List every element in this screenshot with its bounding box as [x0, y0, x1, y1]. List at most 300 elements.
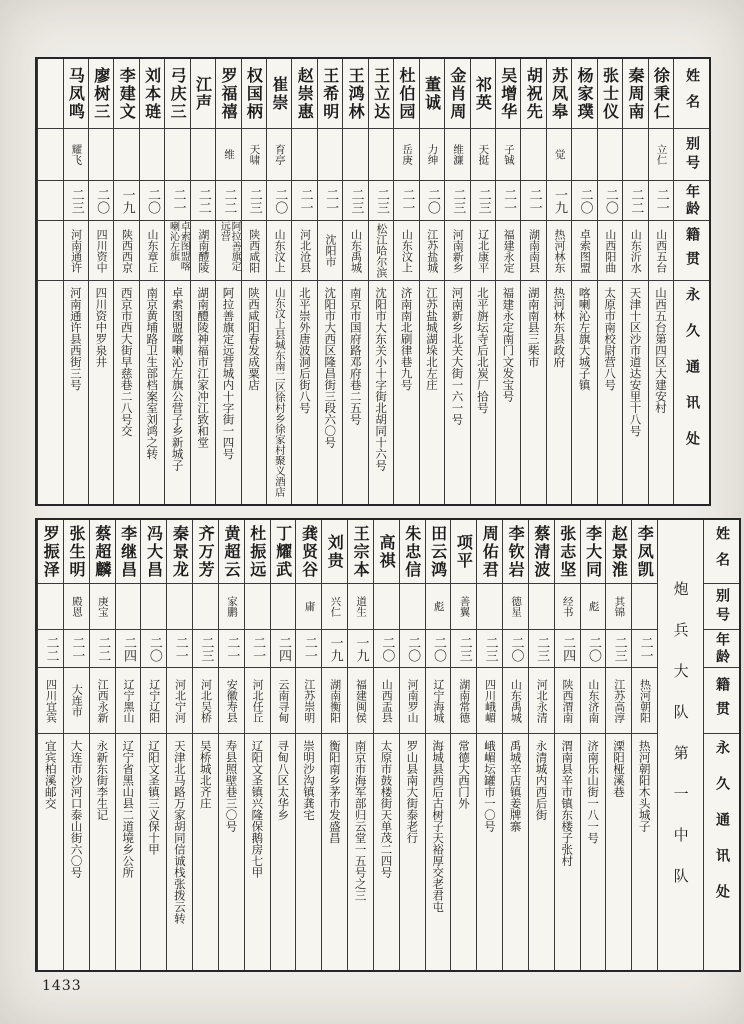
- person-age-cell: [445, 181, 469, 221]
- person-origin: 辽宁黑山: [121, 678, 135, 723]
- person-alias: 经书: [561, 596, 574, 617]
- empty-cell: [38, 129, 62, 181]
- header-alias-label: 别号: [684, 135, 701, 174]
- person-address: 沈阳市大东关小十字街北胡同十六号: [374, 287, 389, 471]
- person-origin: 沈阳市: [324, 234, 338, 267]
- person-column: [317, 59, 342, 504]
- person-name-cell: [193, 520, 218, 584]
- person-age: 二一: [250, 635, 266, 662]
- person-name: 李钦岩: [506, 524, 526, 579]
- person-origin-cell: [140, 221, 164, 281]
- person-age: 二四: [560, 635, 576, 662]
- person-column: [393, 59, 418, 504]
- person-origin: 江苏高淳: [612, 678, 626, 723]
- person-address-cell: [348, 734, 373, 970]
- person-address: 大连市沙河口泰山街六〇号: [69, 740, 84, 878]
- person-origin: 辽北康平: [476, 228, 490, 273]
- person-address: 河南新乡北关大街一六一号: [450, 287, 465, 425]
- person-age-cell: [572, 181, 596, 221]
- person-alias-cell: [581, 584, 606, 630]
- person-origin-cell: [116, 668, 141, 734]
- person-column: [139, 59, 164, 504]
- person-origin-cell: [141, 668, 166, 734]
- person-name: 田云鸿: [428, 524, 448, 579]
- person-origin-cell: [420, 221, 444, 281]
- person-address: 寿县照壁巷三〇号: [224, 740, 239, 832]
- person-alias: 天挺: [477, 144, 490, 165]
- person-origin: 山东汶上: [400, 228, 414, 273]
- person-column: [419, 59, 444, 504]
- person-age-cell: [529, 630, 554, 668]
- person-address: 北平崇外唐波洞后街八号: [297, 287, 312, 414]
- person-age-cell: [374, 630, 399, 668]
- person-age-cell: [471, 181, 495, 221]
- person-origin-cell: [193, 668, 218, 734]
- person-column: [88, 59, 113, 504]
- person-address-cell: [141, 734, 166, 970]
- header-name-label: 姓名: [714, 525, 731, 578]
- person-origin-cell: [471, 221, 495, 281]
- person-address: 辽宁省黑山县二道境乡公所: [121, 740, 136, 878]
- person-address-cell: [114, 281, 138, 504]
- person-name: 赵崇惠: [295, 66, 315, 121]
- person-age-cell: [296, 630, 321, 668]
- person-age-cell: [547, 181, 571, 221]
- person-age-cell: [606, 630, 631, 668]
- person-column: [164, 59, 189, 504]
- person-origin-cell: [114, 221, 138, 281]
- person-address: 衡阳南乡茅市发盛昌: [327, 740, 342, 844]
- person-origin-cell: [400, 668, 425, 734]
- person-name-cell: [64, 520, 89, 584]
- person-alias: 天啸: [248, 144, 261, 165]
- person-origin-cell: [581, 668, 606, 734]
- person-address-cell: [581, 734, 606, 970]
- page-number: 1433: [42, 978, 82, 994]
- person-alias-cell: [572, 129, 596, 181]
- person-name-cell: [267, 59, 291, 129]
- person-name: 王鸿林: [346, 66, 366, 121]
- person-address-cell: [400, 734, 425, 970]
- person-alias-cell: [167, 584, 192, 630]
- person-alias-cell: [116, 584, 141, 630]
- top-table-header-column: [673, 59, 709, 504]
- person-column: [244, 520, 270, 970]
- person-alias-cell: [400, 584, 425, 630]
- person-alias-cell: [292, 129, 316, 181]
- person-name: 胡祝先: [524, 66, 544, 121]
- person-name-cell: [296, 520, 321, 584]
- person-alias: 觉: [553, 149, 566, 160]
- person-name-cell: [445, 59, 469, 129]
- person-column: [215, 59, 240, 504]
- person-origin-cell: [369, 221, 393, 281]
- person-alias: 家鹏: [226, 596, 238, 617]
- person-column: [347, 520, 373, 970]
- person-name-cell: [242, 59, 266, 129]
- person-age: 二〇: [405, 635, 421, 662]
- person-origin: 卓索图盟喀喇沁左旗: [167, 221, 190, 271]
- person-address: 溧阳桠溪巷: [611, 740, 626, 798]
- person-age-cell: [90, 630, 115, 668]
- person-address-cell: [267, 281, 291, 504]
- person-address-cell: [420, 281, 444, 504]
- person-age-cell: [191, 181, 215, 221]
- person-alias-cell: [426, 584, 451, 630]
- person-age-cell: [400, 630, 425, 668]
- person-name: 张志坚: [557, 524, 577, 579]
- person-age: 二〇: [577, 187, 593, 214]
- person-age-cell: [64, 630, 89, 668]
- person-age: 二一: [323, 187, 339, 214]
- person-column: [241, 59, 266, 504]
- person-name: 徐秉仁: [651, 66, 671, 121]
- person-name: 蔡清波: [531, 524, 551, 579]
- header-name-label: 姓名: [684, 67, 701, 120]
- person-alias-cell: [555, 584, 580, 630]
- person-alias-cell: [445, 129, 469, 181]
- person-name-cell: [426, 520, 451, 584]
- person-origin-cell: [90, 668, 115, 734]
- person-name-cell: [632, 520, 657, 584]
- person-address: 南京市国府路邓府巷二五号: [348, 287, 363, 425]
- person-origin: 云南寻甸: [276, 678, 290, 723]
- person-name: 赵景淮: [609, 524, 629, 579]
- person-address: 济南乐山街一八一号: [586, 740, 601, 844]
- person-origin: 辽宁海城: [431, 678, 445, 723]
- header-address-label: 永久通讯处: [684, 287, 701, 467]
- person-address: 阿拉善旗定远营城内十字街一四号: [221, 287, 236, 460]
- person-age: 一九: [327, 635, 343, 662]
- person-origin: 四川资中: [95, 228, 109, 273]
- person-origin: 福建永定: [502, 228, 516, 273]
- person-address-cell: [64, 281, 88, 504]
- person-alias-cell: [348, 584, 373, 630]
- person-column: [368, 59, 393, 504]
- person-address-cell: [426, 734, 451, 970]
- person-name-cell: [471, 59, 495, 129]
- person-name: 江声: [193, 75, 213, 112]
- person-alias: 立仁: [655, 144, 668, 165]
- person-address-cell: [191, 281, 215, 504]
- person-address: 太原市南校尉营八号: [603, 287, 618, 391]
- person-age: 二二: [195, 187, 211, 214]
- person-age: 二三: [198, 635, 214, 662]
- person-origin-cell: [445, 221, 469, 281]
- person-origin: 江苏盐城: [425, 228, 439, 273]
- person-name-cell: [292, 59, 316, 129]
- person-origin: 阿拉善旗定远营: [218, 221, 241, 271]
- person-age: 二三: [373, 187, 389, 214]
- person-name-cell: [400, 520, 425, 584]
- person-age-cell: [649, 181, 673, 221]
- person-address: 热河林东县政府: [552, 287, 567, 368]
- person-name: 马凤鸣: [66, 66, 86, 121]
- person-age: 二三: [450, 187, 466, 214]
- header-age-cell: [704, 630, 739, 668]
- person-name: 朱忠信: [402, 524, 422, 579]
- person-name-cell: [547, 59, 571, 129]
- person-column: [425, 520, 451, 970]
- person-age: 二一: [637, 635, 653, 662]
- person-address-cell: [496, 281, 520, 504]
- person-address-cell: [503, 734, 528, 970]
- person-origin: 山东章丘: [145, 228, 159, 273]
- person-address: 卓索图盟喀喇沁左旗公营子乡新城子: [170, 287, 185, 471]
- person-origin-cell: [529, 668, 554, 734]
- person-name-cell: [451, 520, 476, 584]
- person-address: 寻甸八区太华乡: [276, 740, 291, 821]
- person-age-cell: [348, 630, 373, 668]
- person-column: [321, 520, 347, 970]
- person-age-cell: [64, 181, 88, 221]
- person-address: 山东汶上县城东南二区徐村乡徐家村聚义酒店: [273, 287, 286, 497]
- person-name-cell: [623, 59, 647, 129]
- person-age: 二一: [301, 635, 317, 662]
- person-origin: 河南新乡: [451, 228, 465, 273]
- roster-table-bottom: [35, 518, 741, 972]
- header-age-label: 年龄: [684, 183, 701, 218]
- person-name-cell: [141, 520, 166, 584]
- person-name: 吴增华: [498, 66, 518, 121]
- person-age-cell: [38, 630, 63, 668]
- person-alias-cell: [374, 584, 399, 630]
- person-age: 二二: [221, 187, 237, 214]
- person-name: 李继昌: [118, 524, 138, 579]
- person-origin-cell: [521, 221, 545, 281]
- person-age: 二三: [534, 635, 550, 662]
- person-name: 王立达: [371, 66, 391, 121]
- person-age: 二〇: [272, 187, 288, 214]
- person-origin: 热河林东: [552, 228, 566, 273]
- person-address-cell: [606, 734, 631, 970]
- person-name: 高祺: [376, 533, 396, 570]
- person-name-cell: [318, 59, 342, 129]
- person-name-cell: [90, 520, 115, 584]
- person-address-cell: [547, 281, 571, 504]
- person-alias: 道生: [355, 596, 368, 617]
- person-alias-cell: [477, 584, 502, 630]
- person-alias-cell: [271, 584, 296, 630]
- person-address: 热河朝阳木头城子: [637, 740, 652, 832]
- person-address-cell: [167, 734, 192, 970]
- person-alias-cell: [343, 129, 367, 181]
- person-column: [580, 520, 606, 970]
- person-address: 北平旃坛寺后北炭厂拾号: [475, 287, 490, 414]
- person-column: [373, 520, 399, 970]
- person-name: 周佑君: [480, 524, 500, 579]
- person-age: 一九: [353, 635, 369, 662]
- person-column: [546, 59, 571, 504]
- person-address-cell: [64, 734, 89, 970]
- person-name: 刘贵: [325, 533, 345, 570]
- person-origin-cell: [219, 668, 244, 734]
- person-name-cell: [245, 520, 270, 584]
- person-age: 二〇: [379, 635, 395, 662]
- person-name-cell: [606, 520, 631, 584]
- person-column: [605, 520, 631, 970]
- person-origin-cell: [292, 221, 316, 281]
- person-origin: 热河朝阳: [638, 678, 652, 723]
- person-origin-cell: [374, 668, 399, 734]
- person-alias-cell: [90, 584, 115, 630]
- person-address-cell: [445, 281, 469, 504]
- person-address: 辽阳文圣镇三义保十甲: [147, 740, 162, 855]
- person-name-cell: [581, 520, 606, 584]
- person-name-cell: [649, 59, 673, 129]
- section-label-column: [657, 520, 703, 970]
- header-origin-cell: [704, 668, 739, 734]
- person-age: 二三: [456, 635, 472, 662]
- person-origin: 山东沂水: [629, 228, 643, 273]
- person-name: 崔崇: [269, 75, 289, 112]
- person-origin: 安徽寿县: [225, 678, 239, 723]
- person-alias-cell: [369, 129, 393, 181]
- person-address-cell: [374, 734, 399, 970]
- person-column: [648, 59, 673, 504]
- person-address: 禹城辛店镇姜牌寨: [508, 740, 523, 832]
- person-name-cell: [348, 520, 373, 584]
- person-age-cell: [292, 181, 316, 221]
- person-alias-cell: [529, 584, 554, 630]
- person-age-cell: [521, 181, 545, 221]
- person-age-cell: [322, 630, 347, 668]
- person-age-cell: [267, 181, 291, 221]
- header-origin-cell: [674, 221, 709, 281]
- person-name-cell: [477, 520, 502, 584]
- header-alias-label: 别号: [714, 587, 731, 626]
- person-column: [495, 59, 520, 504]
- person-age: 二一: [172, 635, 188, 662]
- person-name: 王宗本: [351, 524, 371, 579]
- person-age: 二三: [611, 635, 627, 662]
- person-column: [63, 59, 88, 504]
- person-address: 辽阳文圣镇兴隆保鹅房七甲: [250, 740, 265, 878]
- person-name: 罗振泽: [41, 524, 61, 579]
- person-age: 二二: [628, 187, 644, 214]
- person-age-cell: [271, 630, 296, 668]
- person-alias-cell: [623, 129, 647, 181]
- person-origin-cell: [598, 221, 622, 281]
- person-address-cell: [216, 281, 240, 504]
- person-name-cell: [555, 520, 580, 584]
- person-address: 峨嵋坛罐市一〇号: [482, 740, 497, 832]
- person-address: 太原市鼓楼街天单茂二四号: [379, 740, 394, 878]
- person-column: [89, 520, 115, 970]
- person-age-cell: [140, 181, 164, 221]
- person-column: [342, 59, 367, 504]
- person-address: 江苏盐城湖垛北左庄: [425, 287, 440, 391]
- person-name: 黄超云: [221, 524, 241, 579]
- header-name-cell: [674, 59, 709, 129]
- header-alias-cell: [674, 129, 709, 181]
- person-alias-cell: [632, 584, 657, 630]
- person-alias-cell: [216, 129, 240, 181]
- person-origin: 辽宁辽阳: [147, 678, 161, 723]
- person-column: [528, 520, 554, 970]
- person-origin-cell: [191, 221, 215, 281]
- person-address-cell: [318, 281, 342, 504]
- person-origin: 大连市: [70, 684, 84, 717]
- person-age: 二一: [653, 187, 669, 214]
- person-alias-cell: [296, 584, 321, 630]
- person-age-cell: [598, 181, 622, 221]
- person-age: 一九: [552, 187, 568, 214]
- person-origin-cell: [451, 668, 476, 734]
- person-address-cell: [555, 734, 580, 970]
- person-name: 秦景龙: [170, 524, 190, 579]
- person-age: 二一: [526, 187, 542, 214]
- person-alias: 耀飞: [70, 144, 83, 165]
- person-age: 二三: [348, 187, 364, 214]
- person-name: 杜振远: [247, 524, 267, 579]
- person-name-cell: [89, 59, 113, 129]
- person-age-cell: [216, 181, 240, 221]
- person-alias: 善翼: [458, 596, 471, 617]
- person-name: 李建文: [117, 66, 137, 121]
- person-address-cell: [477, 734, 502, 970]
- person-alias: 维濂: [451, 144, 464, 165]
- header-age-label: 年龄: [714, 631, 731, 666]
- person-alias-cell: [598, 129, 622, 181]
- person-address: 四川资中罗泉井: [94, 287, 109, 368]
- person-origin-cell: [547, 221, 571, 281]
- person-origin: 山西五台: [654, 228, 668, 273]
- person-age-cell: [632, 630, 657, 668]
- person-address-cell: [529, 734, 554, 970]
- person-column: [470, 59, 495, 504]
- person-age: 二三: [246, 187, 262, 214]
- person-address-cell: [292, 281, 316, 504]
- person-name: 秦周南: [625, 66, 645, 121]
- person-address-cell: [521, 281, 545, 504]
- person-origin-cell: [623, 221, 647, 281]
- person-address: 西京市西大街早慈巷二八号交: [119, 287, 134, 437]
- person-age: 二三: [68, 187, 84, 214]
- person-name-cell: [369, 59, 393, 129]
- person-origin: 河北宁河: [173, 678, 187, 723]
- header-alias-cell: [704, 584, 739, 630]
- person-age-cell: [503, 630, 528, 668]
- person-origin: 山东济南: [586, 678, 600, 723]
- person-age: 二三: [482, 635, 498, 662]
- person-age: 二〇: [508, 635, 524, 662]
- person-address: 天津十区沙市道达安里十八号: [628, 287, 643, 437]
- person-address-cell: [90, 734, 115, 970]
- person-alias-cell: [38, 584, 63, 630]
- person-origin-cell: [343, 221, 367, 281]
- roster-table-top: [35, 57, 711, 506]
- person-origin-cell: [496, 221, 520, 281]
- person-address: 罗山县南大街泰老行: [405, 740, 420, 844]
- person-age: 二〇: [94, 187, 110, 214]
- person-alias-cell: [420, 129, 444, 181]
- person-name: 罗福禧: [218, 66, 238, 121]
- person-origin-cell: [271, 668, 296, 734]
- person-age-cell: [343, 181, 367, 221]
- person-column: [190, 59, 215, 504]
- person-alias: 力绅: [426, 144, 439, 165]
- person-alias: 兴仁: [329, 596, 342, 617]
- person-origin-cell: [38, 668, 63, 734]
- person-origin-cell: [245, 668, 270, 734]
- person-address-cell: [242, 281, 266, 504]
- person-name: 廖树三: [91, 66, 111, 121]
- person-name-cell: [394, 59, 418, 129]
- header-address-cell: [704, 734, 739, 970]
- person-name: 李凤凯: [635, 524, 655, 579]
- person-address: 渭南县辛市镇东楼子张村: [560, 740, 575, 867]
